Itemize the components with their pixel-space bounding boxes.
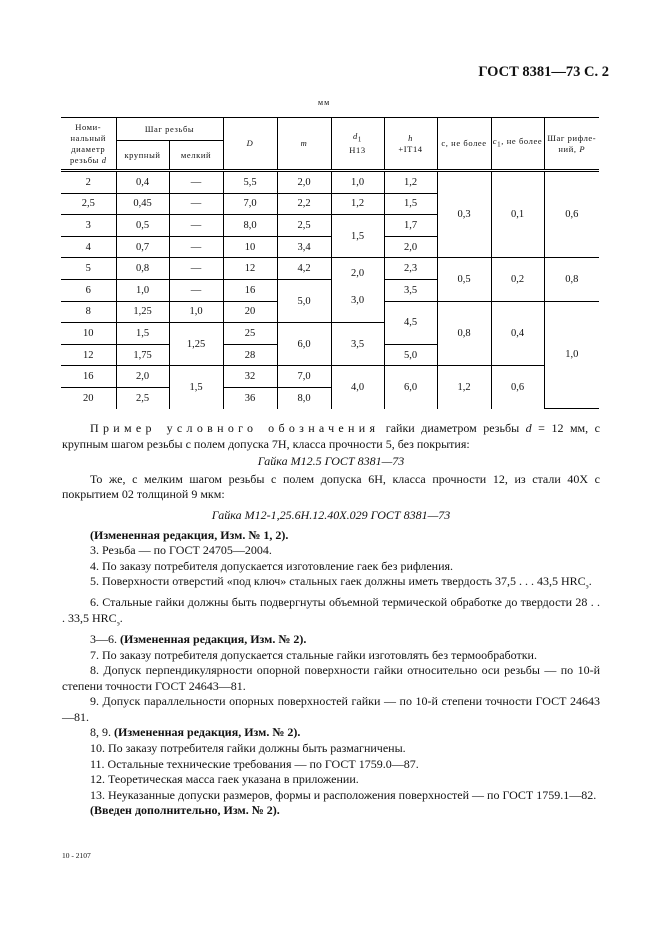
cell-coarse: 1,5 bbox=[116, 323, 169, 345]
header-h: h +IT14 bbox=[384, 118, 437, 171]
cell-c1: 0,1 bbox=[491, 171, 544, 258]
cell-d: 8 bbox=[61, 301, 116, 323]
cell-D: 12 bbox=[223, 258, 277, 280]
example-fine-paragraph: То же, с мелким шагом резьбы с полем допуска 6Н, класса прочности 12, из стали 40Х с покрытием 02 толщиной 9 мкм: bbox=[62, 471, 600, 502]
cell-D: 28 bbox=[223, 344, 277, 366]
cell-fine: — bbox=[169, 236, 223, 258]
cell-c1: 0,2 bbox=[491, 258, 544, 301]
cell-coarse: 1,75 bbox=[116, 344, 169, 366]
table-row bbox=[61, 171, 599, 194]
cell-d: 3 bbox=[61, 215, 116, 237]
cell-m: 3,4 bbox=[277, 236, 331, 258]
cell-d: 2,5 bbox=[61, 193, 116, 215]
cell-coarse: 0,7 bbox=[116, 236, 169, 258]
cell-D: 32 bbox=[223, 366, 277, 388]
cell-c1: 0,4 bbox=[491, 301, 544, 366]
item-8: 8. Допуск перпендикулярности опорной поверхности гайки относительно оси резьбы — по 10-й степени точности ГОСТ 24643—81. bbox=[62, 663, 600, 693]
item-7: 7. По заказу потребителя допускается стальные гайки изготовлять без термообработки. bbox=[90, 647, 537, 662]
cell-D: 5,5 bbox=[223, 171, 277, 194]
designation-fine: Гайка М12-1,25.6Н.12.40Х.029 ГОСТ 8381—73 bbox=[211, 507, 451, 522]
cell-d1: 1,5 bbox=[331, 215, 384, 258]
cell-d: 6 bbox=[61, 279, 116, 301]
cell-fine: — bbox=[169, 171, 223, 194]
cell-m: 2,0 bbox=[277, 171, 331, 194]
cell-coarse: 1,25 bbox=[116, 301, 169, 323]
cell-h: 6,0 bbox=[384, 366, 437, 409]
revision-note-8-9: 8, 9. (Измененная редакция, Изм. № 2). bbox=[90, 725, 301, 740]
cell-m: 7,0 bbox=[277, 366, 331, 388]
header-thread-pitch: Шаг резьбы bbox=[116, 118, 223, 141]
cell-P: 0,6 bbox=[544, 171, 599, 258]
body-text bbox=[62, 421, 600, 819]
header-d1: $d_1$ Н13 bbox=[331, 118, 384, 171]
item-3: 3. Резьба — по ГОСТ 24705—2004. bbox=[90, 543, 272, 558]
cell-c1: 0,6 bbox=[491, 366, 544, 409]
example-paragraph: Пример условного обозначения гайки диаметром резьбы d = 12 мм, с крупным шагом резьбы с полем допуска 7Н, класса прочности 5, без покрытия: bbox=[62, 421, 600, 451]
cell-coarse: 0,8 bbox=[116, 258, 169, 280]
header-D: D bbox=[223, 118, 277, 171]
cell-D: 10 bbox=[223, 236, 277, 258]
cell-d: 2 bbox=[61, 171, 116, 194]
revision-note-3-6: 3—6. (Измененная редакция, Изм. № 2). bbox=[90, 631, 307, 646]
cell-d1: 1,0 bbox=[331, 171, 384, 194]
cell-d1: 2,0 bbox=[331, 258, 384, 280]
added-note: (Введен дополнительно, Изм. № 2). bbox=[90, 803, 280, 818]
item-13: 13. Неуказанные допуски размеров, формы и расположения поверхностей — по ГОСТ 1759.1—82. bbox=[90, 787, 597, 802]
cell-m: 2,5 bbox=[277, 215, 331, 237]
header-knurl-pitch: Шаг рифле-ний, P bbox=[544, 118, 599, 171]
header-c: c, не более bbox=[437, 118, 491, 171]
cell-h: 1,5 bbox=[384, 193, 437, 215]
item-6: 6. Стальные гайки должны быть подвергнуты объемной термической обработке до твердости 28 . . . 33,5 $HRC_э$. bbox=[62, 595, 600, 628]
cell-d: 20 bbox=[61, 387, 116, 408]
cell-c: 0,3 bbox=[437, 171, 491, 258]
footer-code: 10 - 2107 bbox=[62, 851, 91, 860]
dimensions-table bbox=[61, 117, 599, 409]
cell-m: 6,0 bbox=[277, 323, 331, 366]
cell-h: 4,5 bbox=[384, 301, 437, 344]
cell-m: 2,2 bbox=[277, 193, 331, 215]
cell-coarse: 0,5 bbox=[116, 215, 169, 237]
cell-d1: 1,2 bbox=[331, 193, 384, 215]
revision-note-1-2: (Измененная редакция, Изм. № 1, 2). bbox=[90, 527, 289, 542]
cell-coarse: 0,45 bbox=[116, 193, 169, 215]
cell-m: 5,0 bbox=[277, 279, 331, 322]
cell-d: 4 bbox=[61, 236, 116, 258]
header-c1: $c_1$, не более bbox=[491, 118, 544, 171]
cell-fine: — bbox=[169, 193, 223, 215]
table-row bbox=[61, 366, 599, 388]
header-m: m bbox=[277, 118, 331, 171]
item-12: 12. Теоретическая масса гаек указана в приложении. bbox=[90, 772, 359, 787]
cell-h: 1,7 bbox=[384, 215, 437, 237]
cell-fine: — bbox=[169, 215, 223, 237]
item-9: 9. Допуск параллельности опорных поверхностей гайки — по 10-й степени точности ГОСТ 24643—81. bbox=[62, 694, 600, 724]
cell-fine: 1,5 bbox=[169, 366, 223, 409]
cell-coarse: 2,5 bbox=[116, 387, 169, 408]
page-header: ГОСТ 8381—73 С. 2 bbox=[478, 64, 609, 80]
header-nominal-diameter: Номи-нальный диаметр резьбы d bbox=[61, 118, 116, 171]
units-label: мм bbox=[318, 98, 331, 107]
cell-c: 1,2 bbox=[437, 366, 491, 409]
cell-d1: 4,0 bbox=[331, 366, 384, 409]
cell-d: 10 bbox=[61, 323, 116, 345]
cell-d1: 3,0 bbox=[331, 279, 384, 322]
cell-m: 4,2 bbox=[277, 258, 331, 280]
header-coarse: крупный bbox=[116, 141, 169, 171]
cell-coarse: 1,0 bbox=[116, 279, 169, 301]
cell-coarse: 2,0 bbox=[116, 366, 169, 388]
item-5: 5. Поверхности отверстий «под ключ» стальных гаек должны иметь твердость 37,5 . . . 43,5 $HRC_э$. bbox=[90, 574, 592, 591]
cell-D: 36 bbox=[223, 387, 277, 408]
cell-d: 16 bbox=[61, 366, 116, 388]
cell-D: 25 bbox=[223, 323, 277, 345]
cell-h: 2,3 bbox=[384, 258, 437, 280]
cell-m: 8,0 bbox=[277, 387, 331, 408]
item-4: 4. По заказу потребителя допускается изготовление гаек без рифления. bbox=[90, 558, 454, 573]
cell-fine: 1,25 bbox=[169, 323, 223, 366]
item-11: 11. Остальные технические требования — по ГОСТ 1759.0—87. bbox=[90, 756, 419, 771]
cell-h: 5,0 bbox=[384, 344, 437, 366]
cell-D: 20 bbox=[223, 301, 277, 323]
cell-P: 0,8 bbox=[544, 258, 599, 301]
cell-D: 7,0 bbox=[223, 193, 277, 215]
cell-D: 16 bbox=[223, 279, 277, 301]
cell-c: 0,8 bbox=[437, 301, 491, 366]
table-row bbox=[61, 258, 599, 280]
cell-d: 5 bbox=[61, 258, 116, 280]
cell-c: 0,5 bbox=[437, 258, 491, 301]
cell-h: 2,0 bbox=[384, 236, 437, 258]
header-fine: мелкий bbox=[169, 141, 223, 171]
item-10: 10. По заказу потребителя гайки должны быть размагничены. bbox=[90, 741, 406, 756]
cell-d1: 3,5 bbox=[331, 323, 384, 366]
cell-fine: — bbox=[169, 258, 223, 280]
cell-fine: 1,0 bbox=[169, 301, 223, 323]
cell-D: 8,0 bbox=[223, 215, 277, 237]
cell-h: 1,2 bbox=[384, 171, 437, 194]
designation-coarse: Гайка М12.5 ГОСТ 8381—73 bbox=[257, 454, 405, 469]
cell-d: 12 bbox=[61, 344, 116, 366]
cell-h: 3,5 bbox=[384, 279, 437, 301]
cell-coarse: 0,4 bbox=[116, 171, 169, 194]
cell-fine: — bbox=[169, 279, 223, 301]
cell-P: 1,0 bbox=[544, 301, 599, 408]
